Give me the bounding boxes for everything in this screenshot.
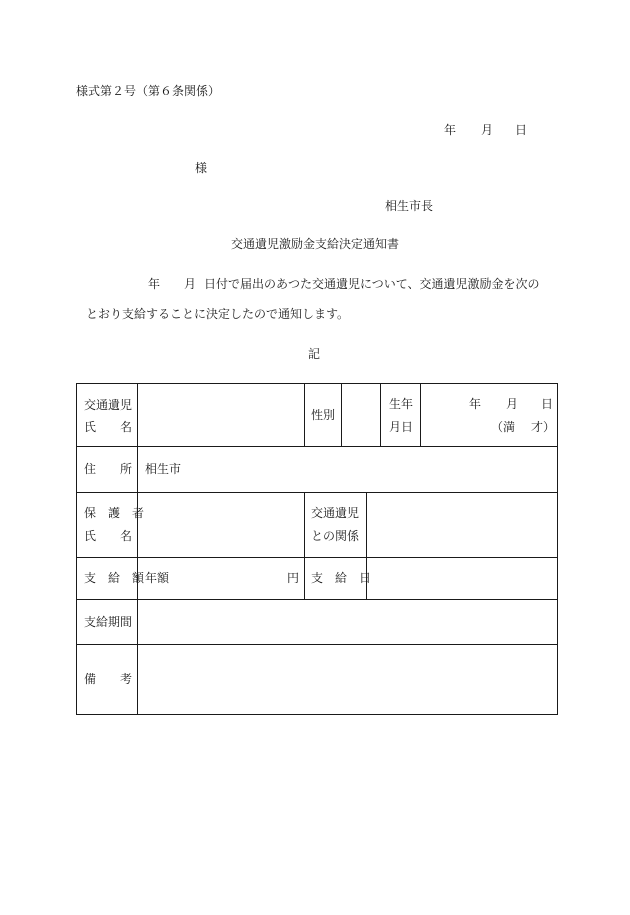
header-date-year: 年: [444, 123, 457, 137]
amount-prefix: 年額: [145, 571, 170, 585]
child-label-shi: 氏: [84, 420, 97, 434]
age-open: （満: [491, 420, 516, 434]
remarks-label-a: 備: [84, 672, 97, 686]
remarks-label-cell: [77, 645, 138, 715]
birth-year: 年: [469, 397, 482, 411]
relation-label-line2: との関係: [311, 529, 360, 543]
recipient-suffix: 様: [195, 161, 208, 175]
ki-marker: 記: [308, 347, 321, 361]
form-number: 様式第２号（第６条関係）: [76, 84, 221, 98]
sex-label-cell: [305, 384, 342, 447]
child-name-label-cell: [77, 384, 138, 447]
guardian-label-cell: [77, 493, 145, 558]
decision-form-table: [76, 383, 558, 715]
amount-label-cell: [77, 558, 145, 600]
address-value: 相生市: [145, 462, 182, 476]
age-close: 才）: [531, 420, 556, 434]
amount-unit: 円: [287, 571, 300, 585]
relation-value-cell: [367, 493, 558, 558]
guardian-value-cell: [138, 493, 305, 558]
body-year: 年: [148, 277, 161, 291]
header-date-month: 月: [481, 123, 494, 137]
birth-value-cell: [421, 384, 558, 447]
guardian-label-mei: 名: [120, 529, 133, 543]
document-title: 交通遺児激励金支給決定通知書: [231, 237, 400, 251]
row-period: [77, 600, 558, 645]
address-label-cell: [77, 447, 138, 493]
pay-date-value-cell: [367, 558, 558, 600]
pay-date-label-cell: [305, 558, 372, 600]
body-month: 月: [184, 277, 197, 291]
guardian-label-shi: 氏: [84, 529, 97, 543]
address-label-a: 住: [84, 462, 97, 476]
birth-label-cell: [381, 384, 421, 447]
header-date-day: 日: [515, 123, 528, 137]
period-label: 支給期間: [84, 615, 133, 629]
sex-label: 性別: [311, 408, 336, 422]
remarks-value-cell: [138, 645, 558, 715]
body-line1-text: 日付で届出のあつた交通遺児について、交通遺児激励金を次の: [204, 277, 540, 291]
birth-label-line2: 月日: [389, 420, 414, 434]
sex-value-cell: [342, 384, 381, 447]
guardian-label-line1: 保 護 者: [84, 506, 145, 520]
amount-value-cell: [138, 558, 305, 600]
relation-label-cell: [305, 493, 367, 558]
period-label-cell: [77, 600, 138, 645]
issuer-name: 相生市長: [385, 199, 434, 213]
row-guardian: [77, 493, 558, 558]
child-label-mei: 名: [120, 420, 133, 434]
row-child-name: [77, 384, 558, 447]
body-line2: とおり支給することに決定したので通知します。: [86, 307, 350, 321]
relation-label-line1: 交通遺児: [311, 506, 360, 520]
child-name-value-cell: [138, 384, 305, 447]
header-date: [440, 124, 530, 138]
child-label-line1: 交通遺児: [84, 398, 133, 412]
row-payment: [77, 558, 558, 600]
address-value-cell: [138, 447, 558, 493]
row-remarks: [77, 645, 558, 715]
address-label-b: 所: [120, 462, 133, 476]
pay-date-label: 支 給 日: [311, 571, 372, 585]
row-address: [77, 447, 558, 493]
period-value-cell: [138, 600, 558, 645]
amount-label: 支 給 額: [84, 571, 145, 585]
birth-day: 日: [541, 397, 554, 411]
remarks-label-b: 考: [120, 672, 133, 686]
birth-label-line1: 生年: [389, 397, 414, 411]
birth-month: 月: [506, 397, 519, 411]
